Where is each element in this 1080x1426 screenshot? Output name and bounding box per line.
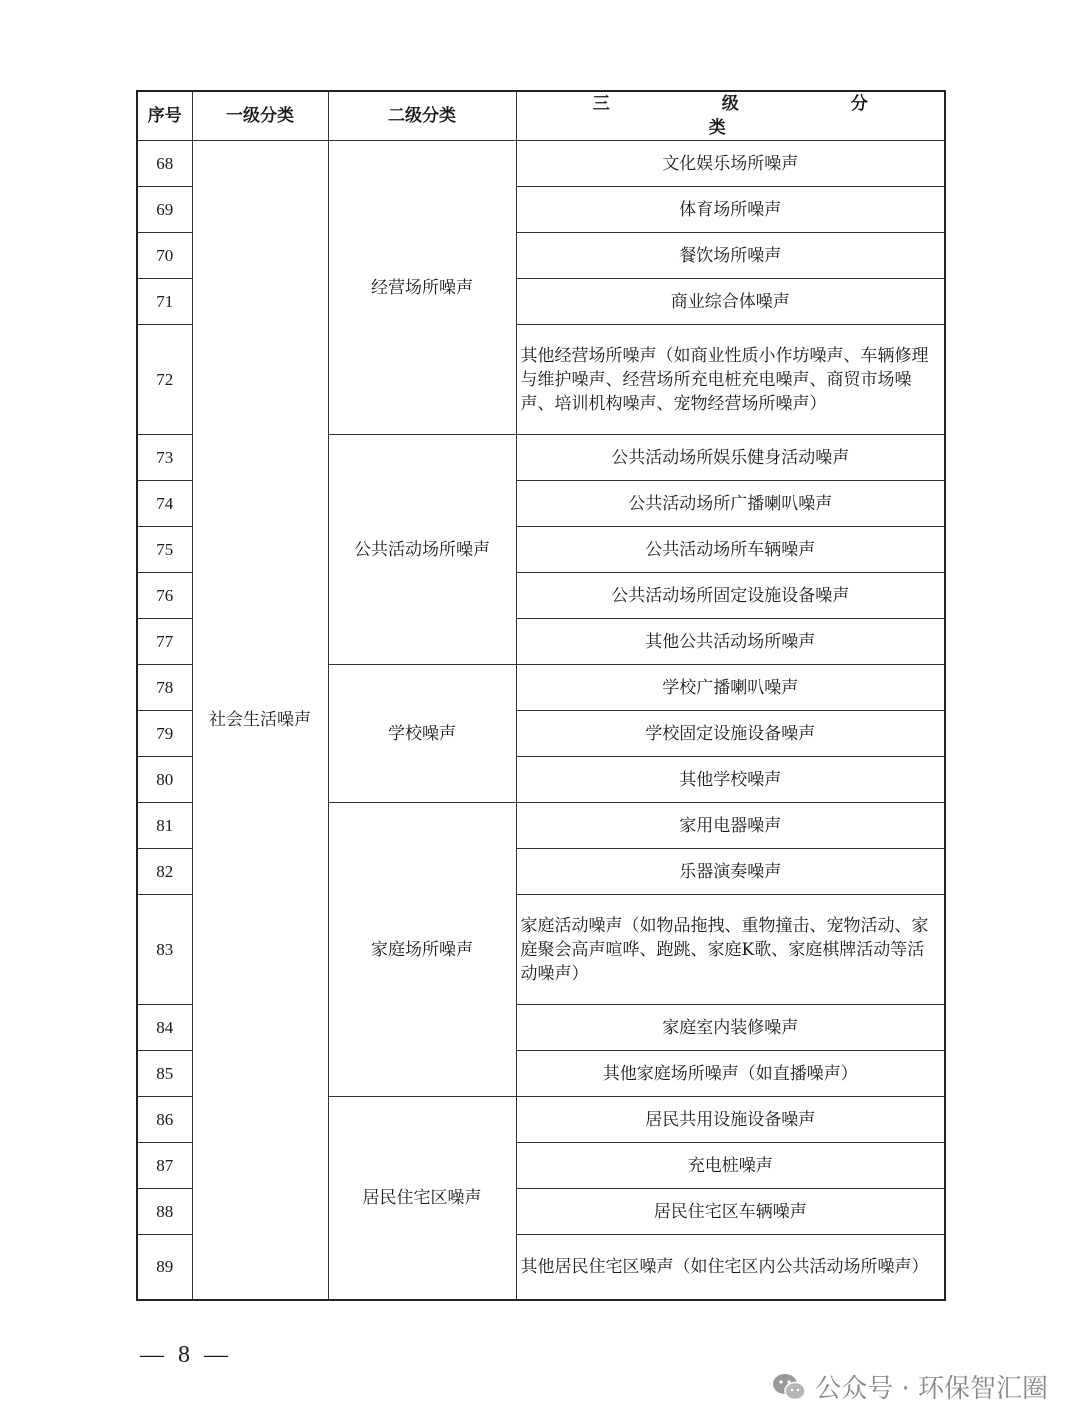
row-number: 83 <box>137 895 192 1005</box>
level3-category: 公共活动场所娱乐健身活动噪声 <box>516 435 945 481</box>
level3-category: 居民共用设施设备噪声 <box>516 1097 945 1143</box>
row-number: 85 <box>137 1051 192 1097</box>
watermark <box>771 1368 1048 1405</box>
row-number: 69 <box>137 187 192 233</box>
row-number: 84 <box>137 1005 192 1051</box>
row-number: 81 <box>137 803 192 849</box>
header-level3: 三 级 分 类 <box>516 91 945 141</box>
level3-category: 其他经营场所噪声（如商业性质小作坊噪声、车辆修理与维护噪声、经营场所充电桩充电噪声、商贸市场噪声、培训机构噪声、宠物经营场所噪声） <box>516 325 945 435</box>
header-no: 序号 <box>137 91 192 141</box>
row-number: 88 <box>137 1189 192 1235</box>
level1-category: 社会生活噪声 <box>192 141 328 1301</box>
level3-category: 文化娱乐场所噪声 <box>516 141 945 187</box>
row-number: 87 <box>137 1143 192 1189</box>
level3-category: 居民住宅区车辆噪声 <box>516 1189 945 1235</box>
level2-category: 学校噪声 <box>328 665 516 803</box>
level3-category: 家庭室内装修噪声 <box>516 1005 945 1051</box>
watermark-text: 公众号 · 环保智汇圈 <box>815 1374 1048 1404</box>
row-number: 82 <box>137 849 192 895</box>
level3-category: 乐器演奏噪声 <box>516 849 945 895</box>
page-number: — 8 — <box>140 1342 232 1368</box>
row-number: 71 <box>137 279 192 325</box>
wechat-icon <box>771 1372 807 1402</box>
table-row <box>137 141 945 187</box>
header-level2: 二级分类 <box>328 91 516 141</box>
row-number: 75 <box>137 527 192 573</box>
level3-category: 其他公共活动场所噪声 <box>516 619 945 665</box>
row-number: 89 <box>137 1235 192 1301</box>
level3-category: 商业综合体噪声 <box>516 279 945 325</box>
level3-category: 体育场所噪声 <box>516 187 945 233</box>
classification-table-container <box>136 90 980 1301</box>
row-number: 80 <box>137 757 192 803</box>
row-number: 74 <box>137 481 192 527</box>
row-number: 77 <box>137 619 192 665</box>
level2-category: 家庭场所噪声 <box>328 803 516 1097</box>
row-number: 73 <box>137 435 192 481</box>
level3-category: 其他家庭场所噪声（如直播噪声） <box>516 1051 945 1097</box>
level3-category: 充电桩噪声 <box>516 1143 945 1189</box>
row-number: 78 <box>137 665 192 711</box>
level3-category: 餐饮场所噪声 <box>516 233 945 279</box>
level3-category: 家庭活动噪声（如物品拖拽、重物撞击、宠物活动、家庭聚会高声喧哗、跑跳、家庭K歌、家庭棋牌活动等活动噪声） <box>516 895 945 1005</box>
row-number: 72 <box>137 325 192 435</box>
header-level1: 一级分类 <box>192 91 328 141</box>
row-number: 79 <box>137 711 192 757</box>
table-header-row <box>137 91 945 141</box>
level3-category: 其他学校噪声 <box>516 757 945 803</box>
row-number: 86 <box>137 1097 192 1143</box>
level2-category: 公共活动场所噪声 <box>328 435 516 665</box>
level3-category: 公共活动场所固定设施设备噪声 <box>516 573 945 619</box>
level3-category: 学校广播喇叭噪声 <box>516 665 945 711</box>
level3-category: 学校固定设施设备噪声 <box>516 711 945 757</box>
noise-classification-table <box>136 90 980 1301</box>
level3-category: 家用电器噪声 <box>516 803 945 849</box>
level3-category: 公共活动场所广播喇叭噪声 <box>516 481 945 527</box>
level2-category: 经营场所噪声 <box>328 141 516 435</box>
row-number: 76 <box>137 573 192 619</box>
level3-category: 公共活动场所车辆噪声 <box>516 527 945 573</box>
row-number: 68 <box>137 141 192 187</box>
row-number: 70 <box>137 233 192 279</box>
level3-category: 其他居民住宅区噪声（如住宅区内公共活动场所噪声） <box>516 1235 945 1301</box>
level2-category: 居民住宅区噪声 <box>328 1097 516 1301</box>
